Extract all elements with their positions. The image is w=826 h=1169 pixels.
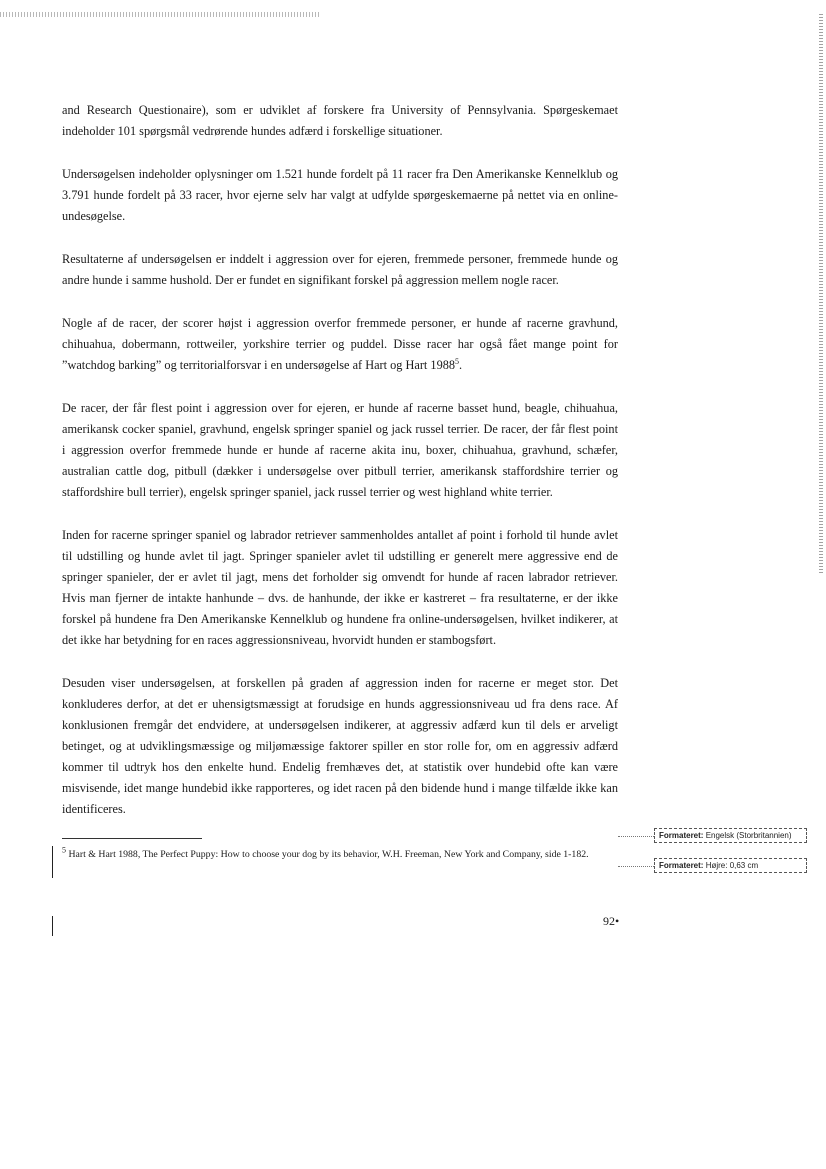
comment-label: Formateret: bbox=[659, 861, 704, 870]
comment-value: Højre: 0,63 cm bbox=[705, 861, 759, 870]
comment-value: Engelsk (Storbritannien) bbox=[705, 831, 792, 840]
comment-connector bbox=[618, 836, 654, 837]
document-body bbox=[62, 100, 618, 842]
footnote-reference[interactable]: 5 bbox=[455, 356, 460, 366]
footnote-separator bbox=[62, 838, 202, 839]
change-bar bbox=[52, 916, 53, 936]
comment-label: Formateret: bbox=[659, 831, 704, 840]
scan-artifact-top bbox=[0, 12, 320, 17]
comment-balloon-indent[interactable] bbox=[654, 858, 807, 873]
paragraph-text: Nogle af de racer, der scorer højst i aggression overfor fremmede personer, er hunde af racerne gravhund, chihuahua, dobermann, rottweiler, yorkshire terrier og puddel. Disse racer har også fået mange point for ”watchdog barking” og territorialforsvar i en undersøgelse af Hart og Hart 1988 bbox=[62, 316, 618, 372]
footnote bbox=[62, 845, 618, 862]
footnote-text: Hart & Hart 1988, The Perfect Puppy: How to choose your dog by its behavior, W.H. Freeman, New York and Company, side 1-182. bbox=[68, 849, 589, 860]
scan-artifact-right bbox=[819, 14, 823, 574]
paragraph-end: . bbox=[459, 358, 463, 372]
change-bar bbox=[52, 846, 53, 878]
paragraph: Resultaterne af undersøgelsen er inddelt i aggression over for ejeren, fremmede personer, fremmede hunde og andre hunde i samme hushold. Der er fundet en signifikant forskel på aggression mellem nogle racer. bbox=[62, 252, 618, 287]
paragraph-watchdog bbox=[62, 313, 618, 376]
footnote-marker: 5 bbox=[62, 845, 66, 855]
comment-connector bbox=[618, 866, 654, 867]
comment-balloon-language[interactable] bbox=[654, 828, 807, 843]
page-number: 92• bbox=[603, 914, 620, 928]
paragraph: Inden for racerne springer spaniel og labrador retriever sammenholdes antallet af point i forhold til hunde avlet til udstilling og hunde avlet til jagt. Springer spanieler avlet til udstilling er generelt mere aggressive end de springer spanieler, der er avlet til jagt, mens det forholder sig omvendt for hunde af racen labrador retriever. Hvis man fjerner de intakte hanhunde – dvs. de hanhunde, der ikke er kastreret – fra resultaterne, er der ikke forskel på hundene fra Den Amerikanske Kennelklub og hundene fra online-undersøgelsen, hvilket indikerer, at det ikke har betydning for en races aggressionsniveau, hvorvidt hunden er stambogsført. bbox=[62, 528, 618, 647]
paragraph: De racer, der får flest point i aggression over for ejeren, er hunde af racerne basset hund, beagle, chihuahua, amerikansk cocker spaniel, gravhund, engelsk springer spaniel og jack russel terrier. De racer, der får flest point i aggression overfor fremmede hunde er hunde af racerne akita inu, boxer, chihuahua, gravhund, schæfer, australian cattle dog, pitbull (dækker i undersøgelse over pitbull terrier, amerikansk staffordshire terrier og staffordshire bull terrier), engelsk springer spaniel, jack russel terrier og west highland white terrier. bbox=[62, 401, 618, 499]
paragraph: and Research Questionaire), som er udviklet af forskere fra University of Pennsylvania. Spørgeskemaet indeholder 101 spørgsmål vedrørende hundes adfærd i forskellige situationer. bbox=[62, 103, 618, 138]
paragraph: Desuden viser undersøgelsen, at forskellen på graden af aggression inden for racerne er meget stor. Det konkluderes derfor, at det er uhensigtsmæssigt at forudsige en hunds aggressionsniveau ud fra dens race. Af konklusionen fremgår det endvidere, at undersøgelsen indikerer, at aggressiv adfærd kun til dels er arveligt betinget, og at udviklingsmæssige og miljømæssige faktorer spiller en stor rolle for, om en aggressiv adfærd kommer til udtryk hos den enkelte hund. Endelig fremhæves det, at statistik over hundebid ofte kan være misvisende, idet mange hundebid ikke rapporteres, og idet racen på den bidende hund i mange tilfælde ikke kan identificeres. bbox=[62, 676, 618, 816]
paragraph: Undersøgelsen indeholder oplysninger om 1.521 hunde fordelt på 11 racer fra Den Amerikanske Kennelklub og 3.791 hunde fordelt på 33 racer, hvor ejerne selv har valgt at udfylde spørgeskemaerne på nettet via en online-undesøgelse. bbox=[62, 167, 618, 223]
